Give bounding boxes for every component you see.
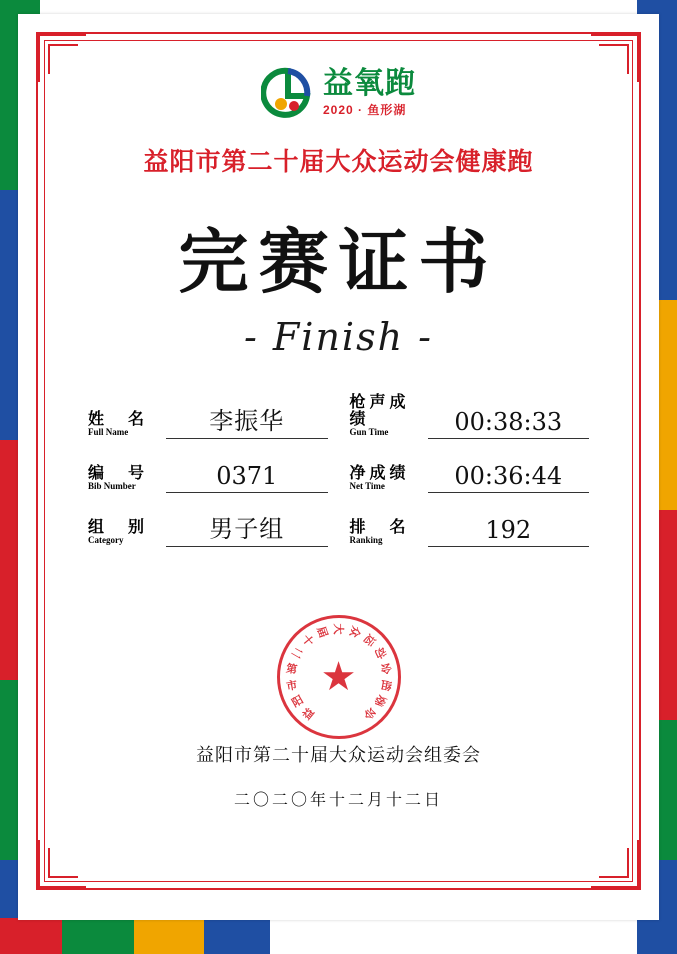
field-label-cn: 编 号 [88,462,149,482]
field-label [88,408,166,439]
frame-notch-bottom-right [599,848,629,878]
logo-text [323,65,416,119]
field-label [88,516,166,547]
field-label-en: Category [88,534,124,545]
certificate-content [60,52,617,810]
official-seal [277,615,401,739]
field-value: 00:38:33 [454,408,563,436]
field-value-line [428,516,590,547]
running-e-logo-icon [261,66,315,120]
field-label-cn: 姓 名 [88,408,149,428]
color-block-blue [204,918,270,954]
field-label [349,516,428,547]
field-label-cn: 净成绩 [349,462,410,482]
issue-date: 二〇二〇年十二月十二日 [233,790,443,809]
organizer-name: 益阳市第二十届大众运动会组委会 [196,745,481,766]
field-label-en: Net Time [349,480,385,491]
field-label [88,462,166,493]
field-label-cn: 组 别 [88,516,149,536]
event-logo [60,66,617,120]
official-seal-area [60,615,617,735]
bottom-color-blocks [0,918,677,954]
field-value: 00:36:44 [454,462,563,490]
field-category [88,507,328,547]
fields-right-column [349,391,590,561]
field-label [349,391,428,439]
color-block-red [0,918,62,954]
field-full-name [88,399,328,439]
certificate-title: 完赛证书 [178,221,499,303]
logo-brand-sub: 2020 · 鱼形湖 [323,103,407,118]
field-value: 192 [485,516,532,544]
fields-left-column [88,399,328,561]
color-block-blue [637,918,677,954]
field-label-cn: 排 名 [349,516,410,536]
field-gun-time [349,391,590,439]
field-label-en: Ranking [349,534,383,545]
color-block-yellow [134,918,204,954]
color-block-green [62,918,134,954]
field-label [349,462,428,493]
field-label-en: Bib Number [88,480,136,491]
seal-ring-text: 益 阳 市 第 二 十 届 大 众 运 动 会 组 委 会 [284,623,393,723]
field-value: 0371 [216,462,278,490]
field-label-en: Gun Time [349,426,389,437]
field-value-line [166,462,328,493]
field-net-time [350,453,590,493]
field-value: 男子组 [209,515,285,543]
field-value-line [166,401,328,439]
field-value-line [166,509,328,547]
field-label-cn: 枪声成绩 [349,391,410,428]
logo-brand-cn: 益氧跑 [323,65,416,101]
finish-script-text: - Finish - [244,315,433,359]
field-value-line [428,408,590,439]
field-bib-number [88,453,328,493]
seal-star-icon: ★ [320,655,357,699]
field-value: 李振华 [209,407,285,435]
field-ranking [350,507,590,547]
result-fields [60,391,617,561]
field-label-en: Full Name [88,426,129,437]
frame-notch-bottom-left [48,848,78,878]
field-value-line [428,462,590,493]
event-title: 益阳市第二十届大众运动会健康跑 [143,147,534,176]
